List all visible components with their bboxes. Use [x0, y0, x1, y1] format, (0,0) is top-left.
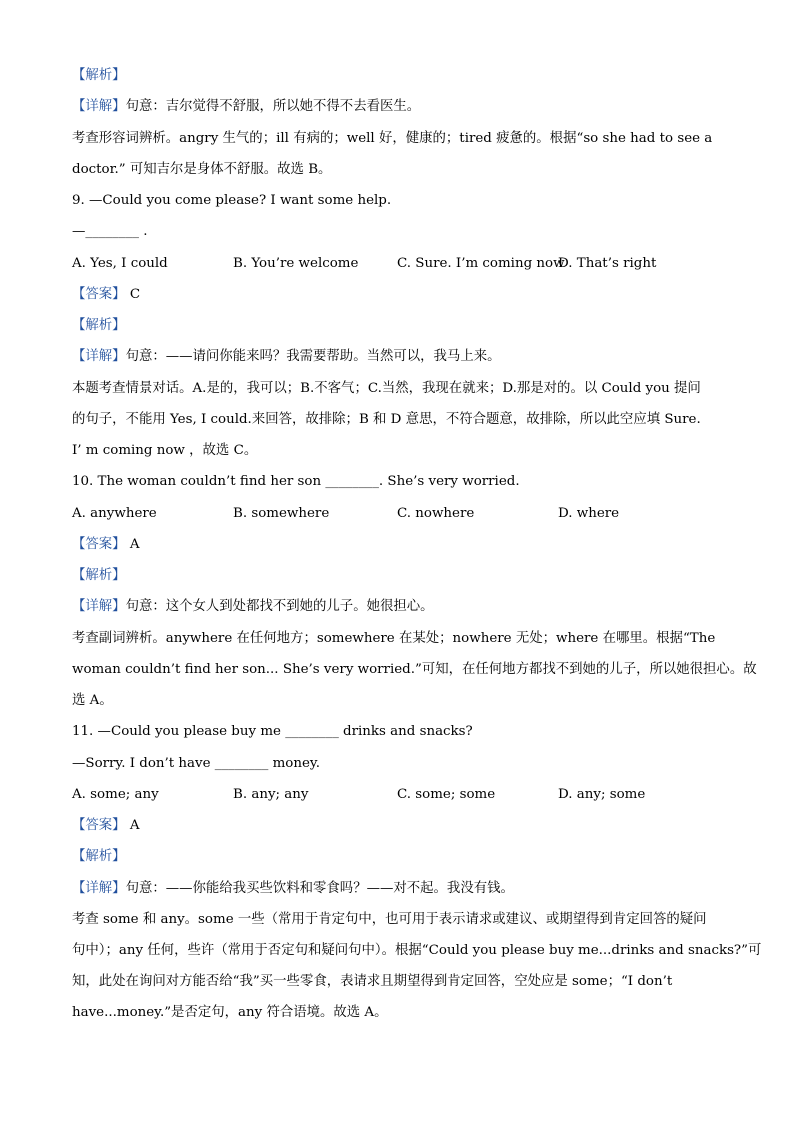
question-stem: 9. —Could you come please? I want some help.	[72, 193, 392, 208]
analysis-text: 知，此处在询问对方能否给“我”买一些零食，表请求且期望得到肯定回答，空处应是 some；“I don’t	[72, 974, 673, 989]
analysis-text: 本题考查情景对话。A.是的，我可以；B.不客气；C.当然，我现在就来；D.那是对的。以 Could you 提问	[72, 381, 701, 396]
analysis-text: 考查 some 和 any。some 一些（常用于肯定句中，也可用于表示请求或建议、或期望得到肯定回答的疑问	[72, 912, 707, 927]
detail-text: 句意：吉尔觉得不舒服，所以她不得不去看医生。	[125, 99, 421, 114]
option-b: B. somewhere	[233, 506, 330, 521]
analysis-text: 句中）；any 任何，些许（常用于否定句和疑问句中）。根据“Could you please buy me...drinks and snacks?”可	[72, 943, 762, 958]
option-d: D. where	[558, 506, 620, 521]
analysis-text: doctor.” 可知吉尔是身体不舒服。故选 B。	[72, 162, 332, 177]
question-stem: 10. The woman couldn’t find her son ________. She’s very worried.	[72, 474, 520, 489]
analysis-text: have...money.”是否定句，any 符合语境。故选 A。	[72, 1005, 388, 1020]
option-a: A. some; any	[72, 787, 159, 802]
question-stem: 11. —Could you please buy me ________ drinks and snacks?	[72, 724, 473, 739]
analysis-heading: 【解析】	[72, 849, 126, 864]
answer-value: A	[129, 818, 140, 833]
detail-text: 句意：这个女人到处都找不到她的儿子。她很担心。	[125, 599, 434, 614]
option-a: A. Yes, I could	[72, 256, 168, 271]
analysis-text: 考查形容词辨析。angry 生气的；ill 有病的；well 好，健康的；tired 疲惫的。根据“so she had to see a	[72, 131, 713, 146]
answer-line	[72, 817, 724, 835]
option-c: C. nowhere	[397, 506, 475, 521]
question-reply: —________ .	[72, 224, 148, 239]
answer-tag: 【答案】	[72, 287, 126, 302]
option-a: A. anywhere	[72, 506, 157, 521]
analysis-heading: 【解析】	[72, 68, 126, 83]
option-c: C. Sure. I’m coming now	[397, 256, 565, 271]
option-d: D. That’s right	[558, 256, 657, 271]
detail-tag: 【详解】	[72, 599, 126, 614]
answer-tag: 【答案】	[72, 818, 126, 833]
detail-tag: 【详解】	[72, 349, 126, 364]
detail-line	[72, 98, 724, 116]
analysis-text: 选 A。	[72, 693, 113, 708]
answer-line	[72, 536, 724, 554]
analysis-text: I’ m coming now ，故选 C。	[72, 443, 258, 458]
detail-line	[72, 598, 724, 616]
detail-line	[72, 348, 724, 366]
question-reply: —Sorry. I don’t have ________ money.	[72, 756, 320, 771]
option-b: B. You’re welcome	[233, 256, 359, 271]
analysis-heading: 【解析】	[72, 318, 126, 333]
analysis-text: woman couldn’t find her son... She’s very worried.”可知，在任何地方都找不到她的儿子，所以她很担心。故	[72, 662, 757, 677]
answer-value: A	[129, 537, 140, 552]
analysis-heading: 【解析】	[72, 568, 126, 583]
detail-tag: 【详解】	[72, 99, 126, 114]
answer-line	[72, 286, 724, 304]
option-b: B. any; any	[233, 787, 309, 802]
detail-text: 句意：——你能给我买些饮料和零食吗？——对不起。我没有钱。	[125, 881, 514, 896]
answer-tag: 【答案】	[72, 537, 126, 552]
answer-value: C	[129, 287, 141, 302]
analysis-text: 考查副词辨析。anywhere 在任何地方；somewhere 在某处；nowhere 无处；where 在哪里。根据“The	[72, 631, 716, 646]
analysis-text: 的句子，不能用 Yes, I could.来回答，故排除；B 和 D 意思，不符合题意，故排除，所以此空应填 Sure.	[72, 412, 701, 427]
detail-line	[72, 880, 724, 898]
detail-tag: 【详解】	[72, 881, 126, 896]
detail-text: 句意：——请问你能来吗？我需要帮助。当然可以，我马上来。	[125, 349, 501, 364]
option-d: D. any; some	[558, 787, 646, 802]
option-c: C. some; some	[397, 787, 496, 802]
